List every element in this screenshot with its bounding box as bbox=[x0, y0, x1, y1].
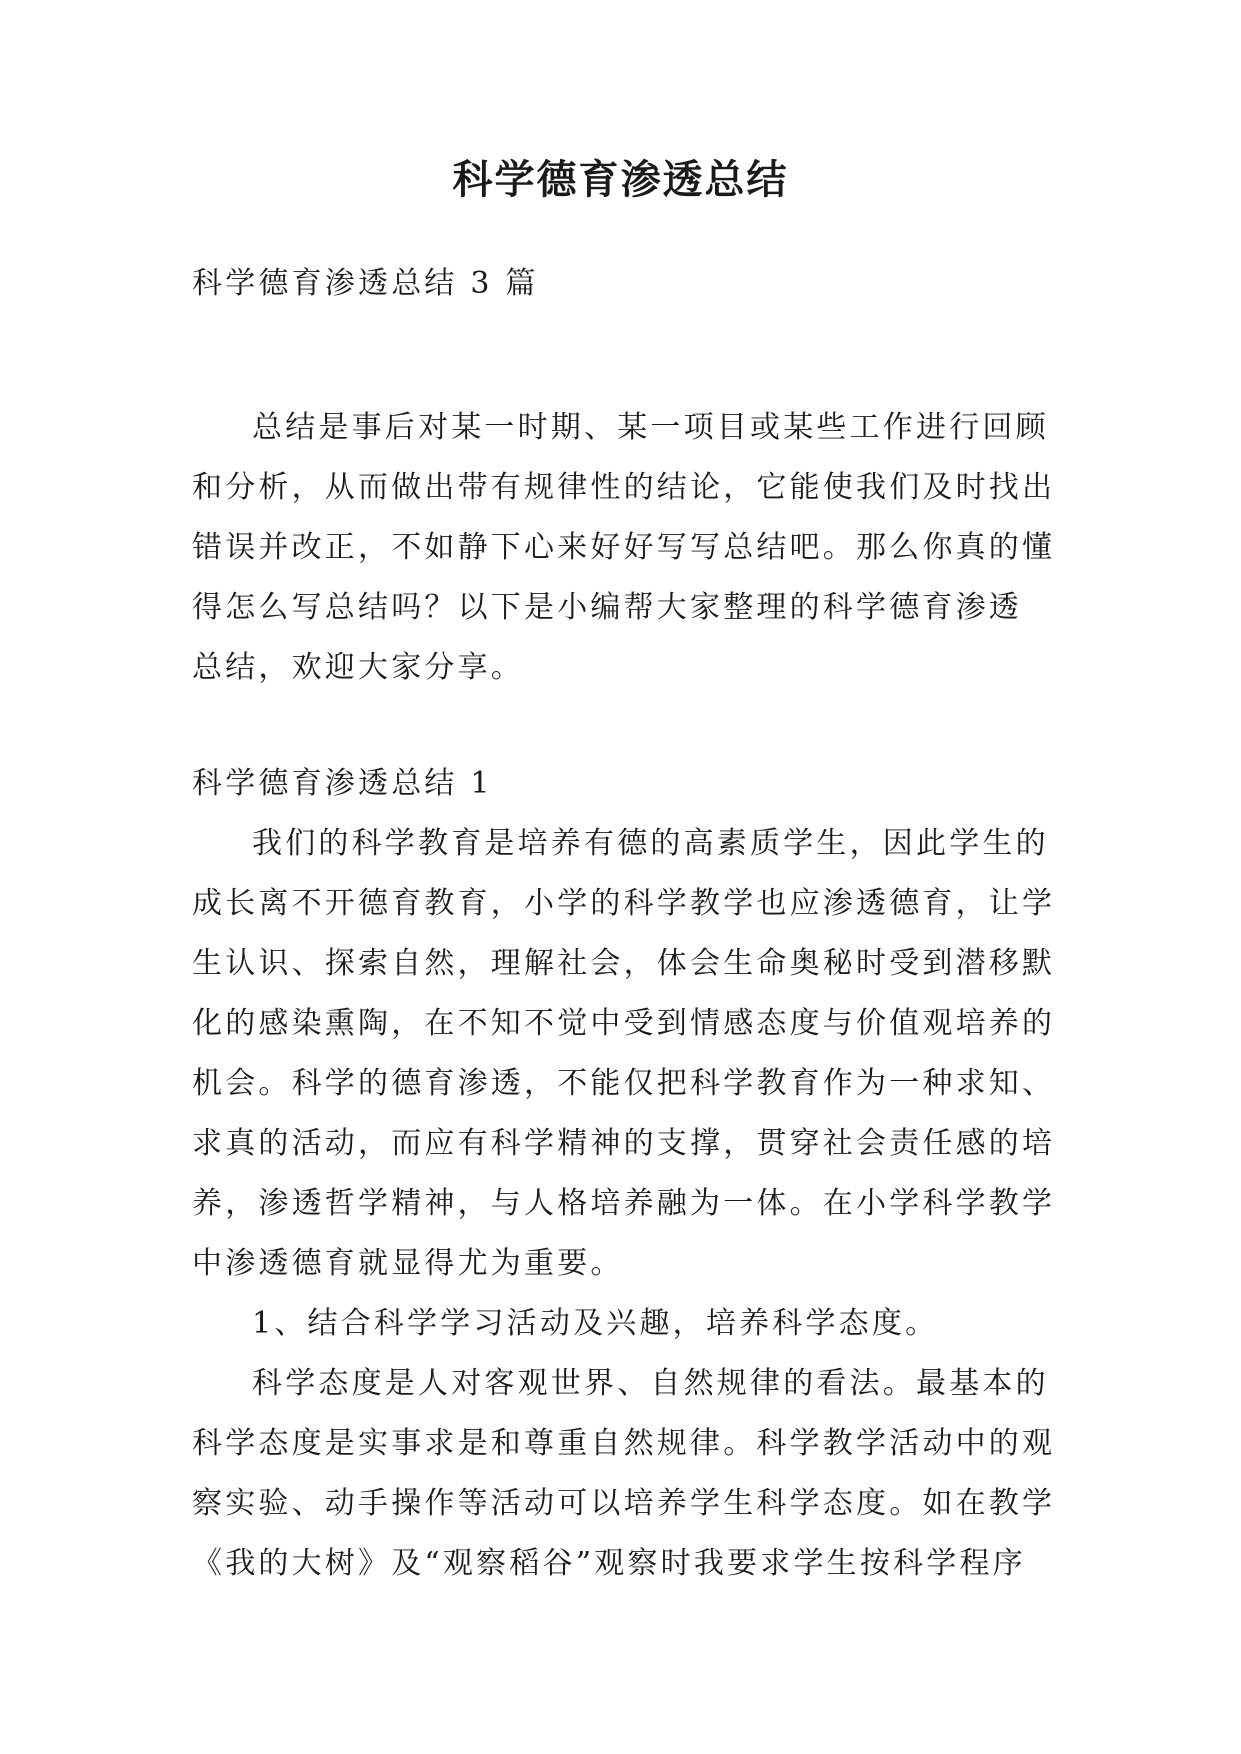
intro-paragraph-line: 错误并改正，不如静下心来好好写写总结吧。那么你真的懂 bbox=[192, 530, 1056, 565]
point-paragraph-line: 科学态度是人对客观世界、自然规律的看法。最基本的 bbox=[252, 1366, 1049, 1401]
document-subtitle: 科学德育渗透总结 3 篇 bbox=[192, 266, 539, 301]
section-paragraph-line: 生认识、探索自然，理解社会，体会生命奥秘时受到潜移默 bbox=[192, 946, 1056, 981]
section-paragraph-line: 我们的科学教育是培养有德的高素质学生，因此学生的 bbox=[252, 826, 1049, 861]
section-paragraph-line: 养，渗透哲学精神，与人格培养融为一体。在小学科学教学 bbox=[192, 1186, 1056, 1221]
section-paragraph-line: 化的感染熏陶，在不知不觉中受到情感态度与价值观培养的 bbox=[192, 1006, 1056, 1041]
point-paragraph-line: 科学态度是实事求是和尊重自然规律。科学教学活动中的观 bbox=[192, 1426, 1056, 1461]
point-paragraph-line: 《我的大树》及“观察稻谷”观察时我要求学生按科学程序 bbox=[192, 1546, 1026, 1581]
point-heading: 1、结合科学学习活动及兴趣，培养科学态度。 bbox=[252, 1306, 939, 1341]
intro-paragraph-line: 总结，欢迎大家分享。 bbox=[192, 650, 524, 685]
intro-paragraph-line: 和分析，从而做出带有规律性的结论，它能使我们及时找出 bbox=[192, 470, 1056, 505]
section-paragraph-line: 成长离不开德育教育，小学的科学教学也应渗透德育，让学 bbox=[192, 886, 1056, 921]
section-paragraph-line: 机会。科学的德育渗透，不能仅把科学教育作为一种求知、 bbox=[192, 1066, 1056, 1101]
section-paragraph-line: 中渗透德育就显得尤为重要。 bbox=[192, 1246, 624, 1281]
section-heading: 科学德育渗透总结 1 bbox=[192, 766, 493, 801]
section-paragraph-line: 求真的活动，而应有科学精神的支撑，贯穿社会责任感的培 bbox=[192, 1126, 1056, 1161]
point-paragraph-line: 察实验、动手操作等活动可以培养学生科学态度。如在教学 bbox=[192, 1486, 1056, 1521]
document-title: 科学德育渗透总结 bbox=[452, 157, 789, 203]
intro-paragraph-line: 得怎么写总结吗？以下是小编帮大家整理的科学德育渗透 bbox=[192, 590, 1022, 625]
intro-paragraph-line: 总结是事后对某一时期、某一项目或某些工作进行回顾 bbox=[252, 410, 1049, 445]
